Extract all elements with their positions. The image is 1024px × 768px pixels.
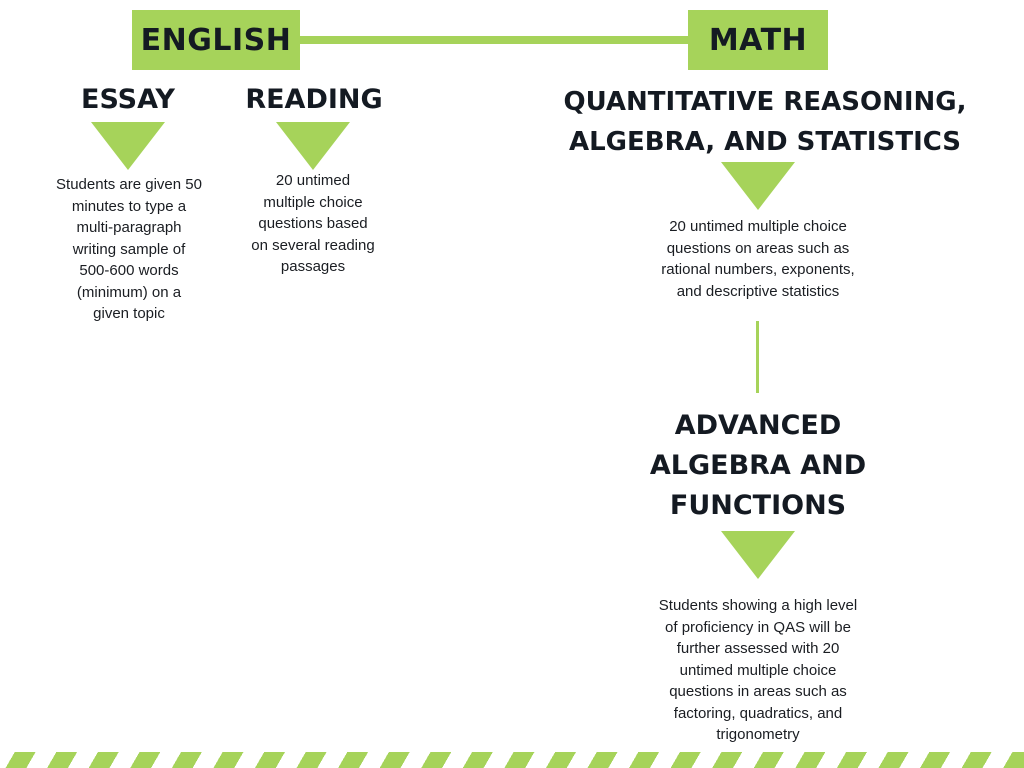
advanced-heading-line: ALGEBRA AND: [649, 450, 867, 481]
essay-line: minutes to type a: [71, 197, 187, 215]
advanced-line: factoring, quadratics, and: [673, 704, 843, 722]
essay-line: Students are given 50: [56, 176, 202, 193]
qas-arrow: [721, 162, 795, 210]
reading-heading: READING: [245, 84, 383, 115]
qas-line: 20 untimed multiple choice: [669, 218, 847, 235]
advanced-line: questions in areas such as: [669, 683, 847, 700]
advanced-line: trigonometry: [716, 726, 800, 743]
essay-line: 500-600 words: [79, 262, 179, 279]
reading-line: questions based: [258, 215, 368, 232]
qas-heading: [560, 82, 970, 162]
advanced-heading-line: ADVANCED: [674, 410, 842, 441]
qas-heading-line: ALGEBRA, AND STATISTICS: [568, 127, 962, 157]
essay-description: [18, 174, 240, 325]
qas-line: and descriptive statistics: [676, 282, 840, 300]
essay-line: (minimum) on a: [76, 283, 182, 301]
qas-line: rational numbers, exponents,: [661, 261, 855, 278]
qas-heading-line: QUANTITATIVE REASONING,: [563, 87, 967, 117]
advanced-line: of proficiency in QAS will be: [665, 618, 851, 636]
reading-description: [222, 170, 404, 278]
essay-arrow: [91, 122, 165, 170]
advanced-line: further assessed with 20: [676, 640, 840, 657]
english-title: ENGLISH: [140, 22, 292, 58]
essay-line: given topic: [93, 305, 165, 322]
reading-line: 20 untimed: [275, 172, 351, 189]
advanced-description: [618, 595, 898, 746]
qas-description: [618, 216, 898, 302]
english-math-connector: [298, 36, 690, 44]
advanced-heading: [630, 406, 886, 526]
qas-line: questions on areas such as: [666, 239, 850, 257]
advanced-arrow: [721, 531, 795, 579]
advanced-heading-line: FUNCTIONS: [669, 490, 847, 521]
bottom-stripe-border: [0, 752, 1024, 768]
reading-line: on several reading: [251, 236, 375, 254]
reading-line: multiple choice: [263, 193, 363, 211]
math-box: [688, 10, 828, 70]
english-box: [132, 10, 300, 70]
reading-line: passages: [280, 258, 346, 275]
essay-heading: ESSAY: [81, 84, 175, 115]
advanced-line: untimed multiple choice: [679, 661, 837, 679]
essay-line: writing sample of: [72, 240, 186, 258]
reading-arrow: [276, 122, 350, 170]
qas-advanced-connector: [756, 321, 759, 393]
math-title: MATH: [708, 22, 808, 58]
advanced-line: Students showing a high level: [658, 597, 858, 614]
essay-line: multi-paragraph: [76, 219, 182, 236]
